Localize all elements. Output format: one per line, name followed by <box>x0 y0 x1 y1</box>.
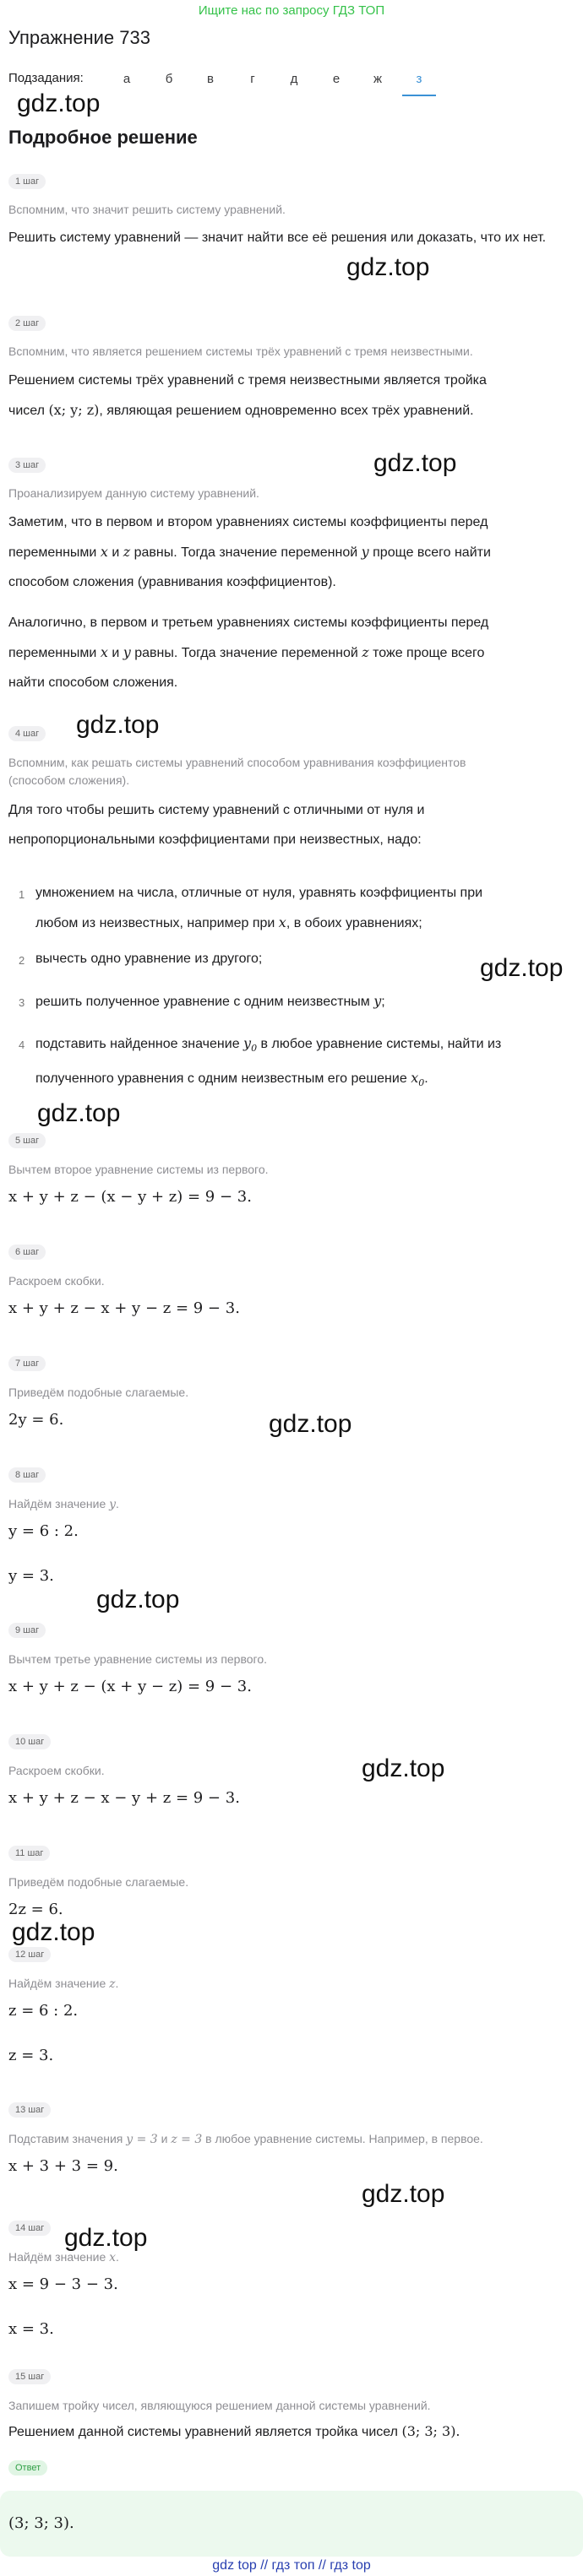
watermark: gdz.top <box>373 449 457 477</box>
step-hint: Раскроем скобки. <box>8 1274 105 1288</box>
math-line: x + y + z − x + y − z = 9 − 3. <box>8 1299 240 1317</box>
step-text: Заметим, что в первом и втором уравнениях системы коэффициенты перед переменными x и z равны. Тогда значение переменной y проще всего найти способом сложения (уравнивания коэффициентов). <box>8 515 491 589</box>
math-line: x = 9 − 3 − 3. <box>8 2275 118 2293</box>
math-line: 2y = 6. <box>8 1411 64 1429</box>
watermark: gdz.top <box>12 1918 95 1946</box>
step-hint: Подставим значения y = 3 и z = 3 в любое уравнение системы. Например, в первое. <box>8 2132 483 2146</box>
subtask-tab-b[interactable]: б <box>165 72 173 86</box>
step-hint: Раскроем скобки. <box>8 1764 105 1777</box>
step-hint: Найдём значение y. <box>8 1497 119 1511</box>
step-badge: 10 шаг <box>8 1734 51 1749</box>
step-hint: Вспомним, что является решением системы трёх уравнений с тремя неизвестными. <box>8 344 473 358</box>
footer-links[interactable]: gdz top // гдз топ // гдз top <box>212 2558 371 2573</box>
subtask-tab-a[interactable]: а <box>123 72 131 86</box>
step-hint: Найдём значение z. <box>8 1977 119 1991</box>
math-line: x + 3 + 3 = 9. <box>8 2157 118 2175</box>
list-item: решить полученное уравнение с одним неизвестным y; <box>35 993 385 1009</box>
step-badge: 8 шаг <box>8 1467 46 1483</box>
step-hint: Найдём значение x. <box>8 2250 119 2264</box>
list-item: подставить найденное значение $y_0$ в любое уравнение системы, найти из полученного уравнения с одним неизвестным его решение $x_0$. <box>35 1035 502 1089</box>
step-text: Решением системы трёх уравнений с тремя неизвестными является тройка чисел (x; y; z), являющая решением одновременно всех трёх уравнений. <box>8 373 487 418</box>
step-badge: 15 шаг <box>8 2369 51 2384</box>
math-line: x + y + z − x − y + z = 9 − 3. <box>8 1789 240 1807</box>
step-text: Решить систему уравнений — значит найти все её решения или доказать, что их нет. <box>8 230 547 245</box>
step-badge: 5 шаг <box>8 1133 46 1148</box>
exercise-title: Упражнение 733 <box>8 27 150 48</box>
list-number: 4 <box>19 1039 25 1051</box>
step-badge: 3 шаг <box>8 458 46 473</box>
step-text: Аналогично, в первом и третьем уравнениях системы коэффициенты перед переменными x и y равны. Тогда значение переменной z тоже проще всего найти способом сложения. <box>8 616 489 690</box>
answer-box <box>0 2491 583 2557</box>
step-badge: 7 шаг <box>8 1356 46 1371</box>
step-hint: Запишем тройку чисел, являющуюся решением данной системы уравнений. <box>8 2399 431 2412</box>
list-item: умножением на числа, отличные от нуля, уравнять коэффициенты при любом из неизвестных, например при x, в обоих уравнениях; <box>35 886 483 930</box>
math-line: x + y + z − (x + y − z) = 9 − 3. <box>8 1678 252 1695</box>
answer-badge: Ответ <box>8 2460 47 2476</box>
watermark: gdz.top <box>480 954 564 982</box>
step-badge: 2 шаг <box>8 316 46 331</box>
answer-value: (3; 3; 3). <box>8 2514 74 2532</box>
subtask-tab-g[interactable]: г <box>250 72 255 86</box>
step-text: Для того чтобы решить систему уравнений с отличными от нуля и непропорциональными коэффициентами при неизвестных, надо: <box>8 803 425 847</box>
list-number: 3 <box>19 996 25 1009</box>
step-hint: Вычтем второе уравнение системы из первого. <box>8 1163 269 1176</box>
subtask-tab-zh[interactable]: ж <box>373 72 383 86</box>
list-number: 1 <box>19 888 25 901</box>
watermark: gdz.top <box>76 711 160 739</box>
step-badge: 13 шаг <box>8 2102 51 2118</box>
step-badge: 9 шаг <box>8 1623 46 1638</box>
watermark: gdz.top <box>346 253 430 281</box>
step-badge: 14 шаг <box>8 2221 51 2236</box>
step-hint: Приведём подобные слагаемые. <box>8 1386 189 1399</box>
watermark: gdz.top <box>269 1410 352 1438</box>
list-item: вычесть одно уравнение из другого; <box>35 952 263 966</box>
list-number: 2 <box>19 954 25 967</box>
step-hint: Вспомним, как решать системы уравнений способом уравнивания коэффициентов (способом сложения). <box>8 756 466 787</box>
watermark: gdz.top <box>96 1586 180 1613</box>
subtask-tab-z-active[interactable]: з <box>416 72 422 86</box>
math-line: z = 3. <box>8 2047 54 2064</box>
step-badge: 4 шаг <box>8 726 46 741</box>
math-line: 2z = 6. <box>8 1901 63 1918</box>
top-banner-link[interactable]: Ищите нас по запросу ГДЗ ТОП <box>198 3 385 18</box>
step-badge: 1 шаг <box>8 174 46 189</box>
math-line: z = 6 : 2. <box>8 2002 79 2020</box>
step-badge: 12 шаг <box>8 1947 51 1962</box>
math-line: x = 3. <box>8 2320 54 2338</box>
math-line: y = 3. <box>8 1567 54 1585</box>
math-line: y = 6 : 2. <box>8 1522 79 1540</box>
watermark: gdz.top <box>17 89 101 117</box>
step-hint: Проанализируем данную систему уравнений. <box>8 486 259 500</box>
step-badge: 11 шаг <box>8 1846 50 1861</box>
step-hint: Вспомним, что значит решить систему уравнений. <box>8 203 286 216</box>
step-text: Решением данной системы уравнений является тройка чисел (3; 3; 3). <box>8 2423 460 2439</box>
watermark: gdz.top <box>362 1754 445 1782</box>
subtask-tab-d[interactable]: д <box>290 72 298 86</box>
watermark: gdz.top <box>64 2224 148 2252</box>
step-badge: 6 шаг <box>8 1245 46 1260</box>
subtasks-label: Подзадания: <box>8 71 84 85</box>
subtask-tab-v[interactable]: в <box>207 72 214 86</box>
solution-heading: Подробное решение <box>8 127 198 148</box>
subtask-tab-e[interactable]: е <box>332 72 341 86</box>
watermark: gdz.top <box>362 2180 445 2208</box>
active-tab-underline <box>402 95 436 96</box>
math-line: x + y + z − (x − y + z) = 9 − 3. <box>8 1188 252 1206</box>
step-hint: Вычтем третье уравнение системы из первого. <box>8 1652 268 1666</box>
watermark: gdz.top <box>37 1099 121 1127</box>
step-hint: Приведём подобные слагаемые. <box>8 1875 189 1889</box>
